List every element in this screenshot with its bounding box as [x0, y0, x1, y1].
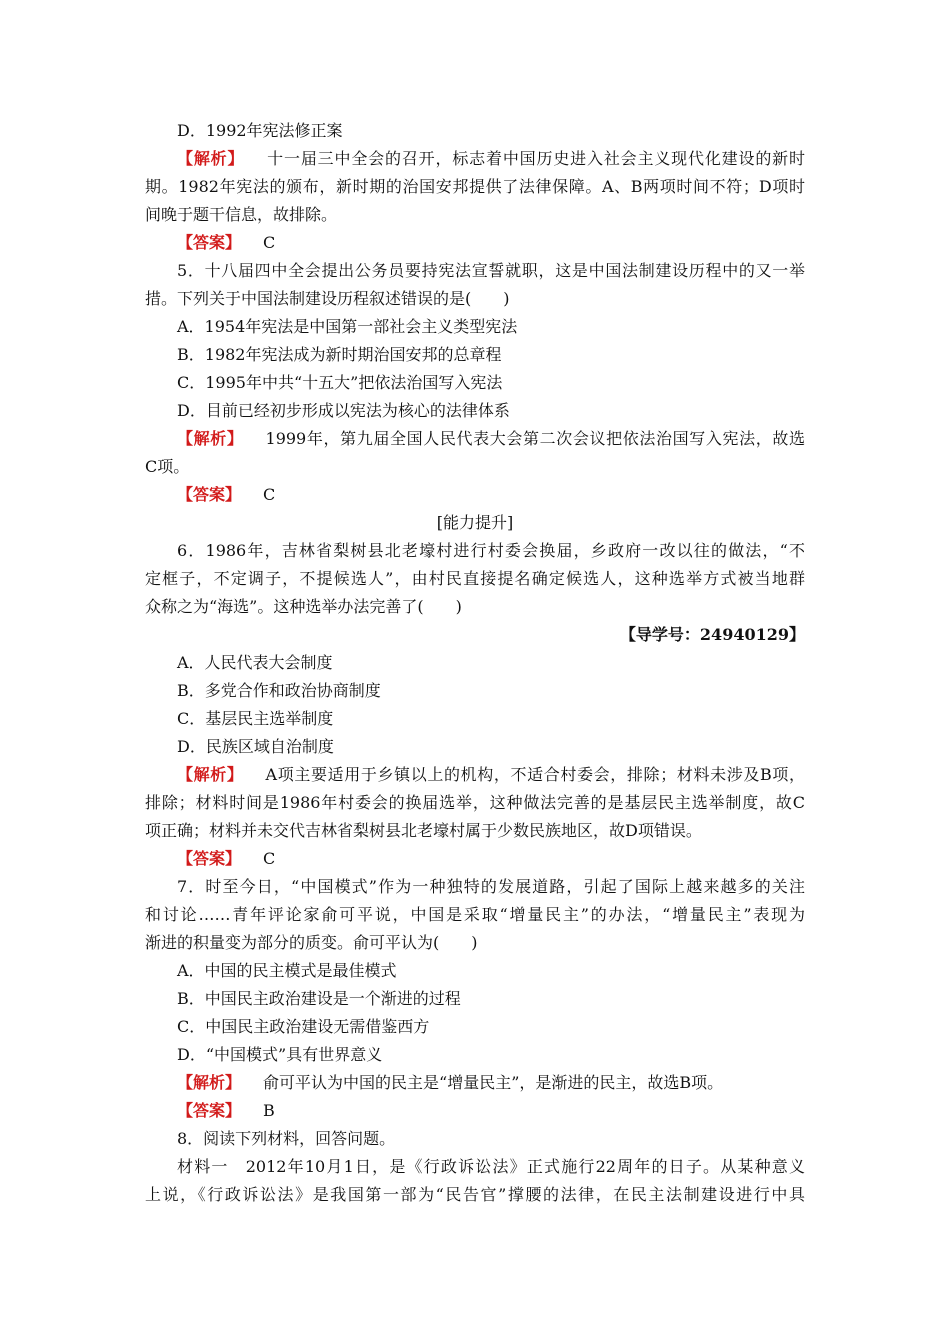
q7-option-c: C．中国民主政治建设无需借鉴西方 [177, 1017, 430, 1036]
q4-answer [145, 229, 805, 257]
q6-stem-line: 众称之为“海选”。这种选举办法完善了( ) [145, 597, 462, 616]
answer-tag: 【答案】 [177, 233, 242, 252]
q4-analysis-line: 间晚于题干信息，故排除。 [145, 205, 338, 224]
q7-option-d: D．“中国模式”具有世界意义 [177, 1045, 383, 1064]
q5-option-a: A．1954年宪法是中国第一部社会主义类型宪法 [177, 317, 518, 336]
q6-stem-line: 6．1986年，吉林省梨树县北老壕村进行村委会换届，乡政府一改以往的做法，“不 [177, 541, 805, 560]
q7-stem-line: 和讨论……青年评论家俞可平说，中国是采取“增量民主”的办法，“增量民主”表现为 [145, 905, 805, 924]
answer-tag: 【答案】 [177, 485, 242, 504]
q5-option-c: C．1995年中共“十五大”把依法治国写入宪法 [177, 373, 503, 392]
q6-option-b: B．多党合作和政治协商制度 [177, 681, 381, 700]
answer-tag: 【答案】 [177, 849, 242, 868]
q7-option-b: B．中国民主政治建设是一个渐进的过程 [177, 989, 461, 1008]
analysis-text: 十一届三中全会的召开，标志着中国历史进入社会主义现代化建设的新时 [266, 149, 805, 168]
analysis-text: A项主要适用于乡镇以上的机构，不适合村委会，排除；材料未涉及B项， [265, 765, 805, 784]
q6-option-a: A．人民代表大会制度 [177, 653, 333, 672]
q5-option-d: D．目前已经初步形成以宪法为核心的法律体系 [177, 401, 510, 420]
analysis-text: 俞可平认为中国的民主是“增量民主”，是渐进的民主，故选B项。 [263, 1073, 724, 1092]
analysis-tag: 【解析】 [177, 429, 244, 448]
analysis-tag: 【解析】 [177, 1073, 242, 1092]
document-page [145, 117, 805, 1209]
analysis-tag: 【解析】 [177, 765, 244, 784]
q6-option-c: C．基层民主选举制度 [177, 709, 334, 728]
q5-option-b: B．1982年宪法成为新时期治国安邦的总章程 [177, 345, 502, 364]
q6-analysis-line: 项正确；材料并未交代吉林省梨树县北老壕村属于少数民族地区，故D项错误。 [145, 821, 702, 840]
q8-material-line: 材料一 2012年10月1日，是《行政诉讼法》正式施行22周年的日子。从某种意义 [177, 1157, 805, 1176]
q7-option-a: A．中国的民主模式是最佳模式 [177, 961, 397, 980]
answer-value: B [263, 1101, 275, 1120]
q5-stem-line: 5．十八届四中全会提出公务员要持宪法宣誓就职，这是中国法制建设历程中的又一举 [177, 261, 805, 280]
analysis-tag: 【解析】 [177, 149, 245, 168]
q7-stem-line: 渐进的积量变为部分的质变。俞可平认为( ) [145, 933, 478, 952]
q6-analysis-line: 排除；材料时间是1986年村委会的换届选举，这种做法完善的是基层民主选举制度，故C [145, 793, 805, 812]
answer-value: C [263, 849, 276, 868]
analysis-text: 1999年，第九届全国人民代表大会第二次会议把依法治国写入宪法，故选 [265, 429, 805, 448]
q5-answer [145, 481, 805, 509]
q7-analysis-line [145, 1069, 805, 1097]
q6-answer [145, 845, 805, 873]
q6-option-d: D．民族区域自治制度 [177, 737, 334, 756]
guide-number: 【导学号：24940129】 [619, 625, 805, 644]
q5-analysis-line [145, 425, 805, 453]
section-title: [能力提升] [436, 513, 514, 532]
q8-material-line: 上说，《行政诉讼法》是我国第一部为“民告官”撑腰的法律，在民主法制建设进行中具 [145, 1185, 805, 1204]
answer-value: C [263, 485, 276, 504]
answer-value: C [263, 233, 276, 252]
q7-stem-line: 7．时至今日，“中国模式”作为一种独特的发展道路，引起了国际上越来越多的关注 [177, 877, 805, 896]
q4-analysis-line [145, 145, 805, 173]
q4-analysis-line: 期。1982年宪法的颁布，新时期的治国安邦提供了法律保障。A、B两项时间不符；D项时 [145, 177, 805, 196]
q8-stem: 8．阅读下列材料，回答问题。 [177, 1129, 396, 1148]
q6-stem-line: 定框子，不定调子，不提候选人”，由村民直接提名确定候选人，这种选举方式被当地群 [145, 569, 805, 588]
q7-answer [145, 1097, 805, 1125]
q6-analysis-line [145, 761, 805, 789]
q4-option-d: D．1992年宪法修正案 [177, 121, 343, 140]
q5-stem-line: 措。下列关于中国法制建设历程叙述错误的是( ) [145, 289, 510, 308]
q5-analysis-line: C项。 [145, 457, 190, 476]
answer-tag: 【答案】 [177, 1101, 242, 1120]
